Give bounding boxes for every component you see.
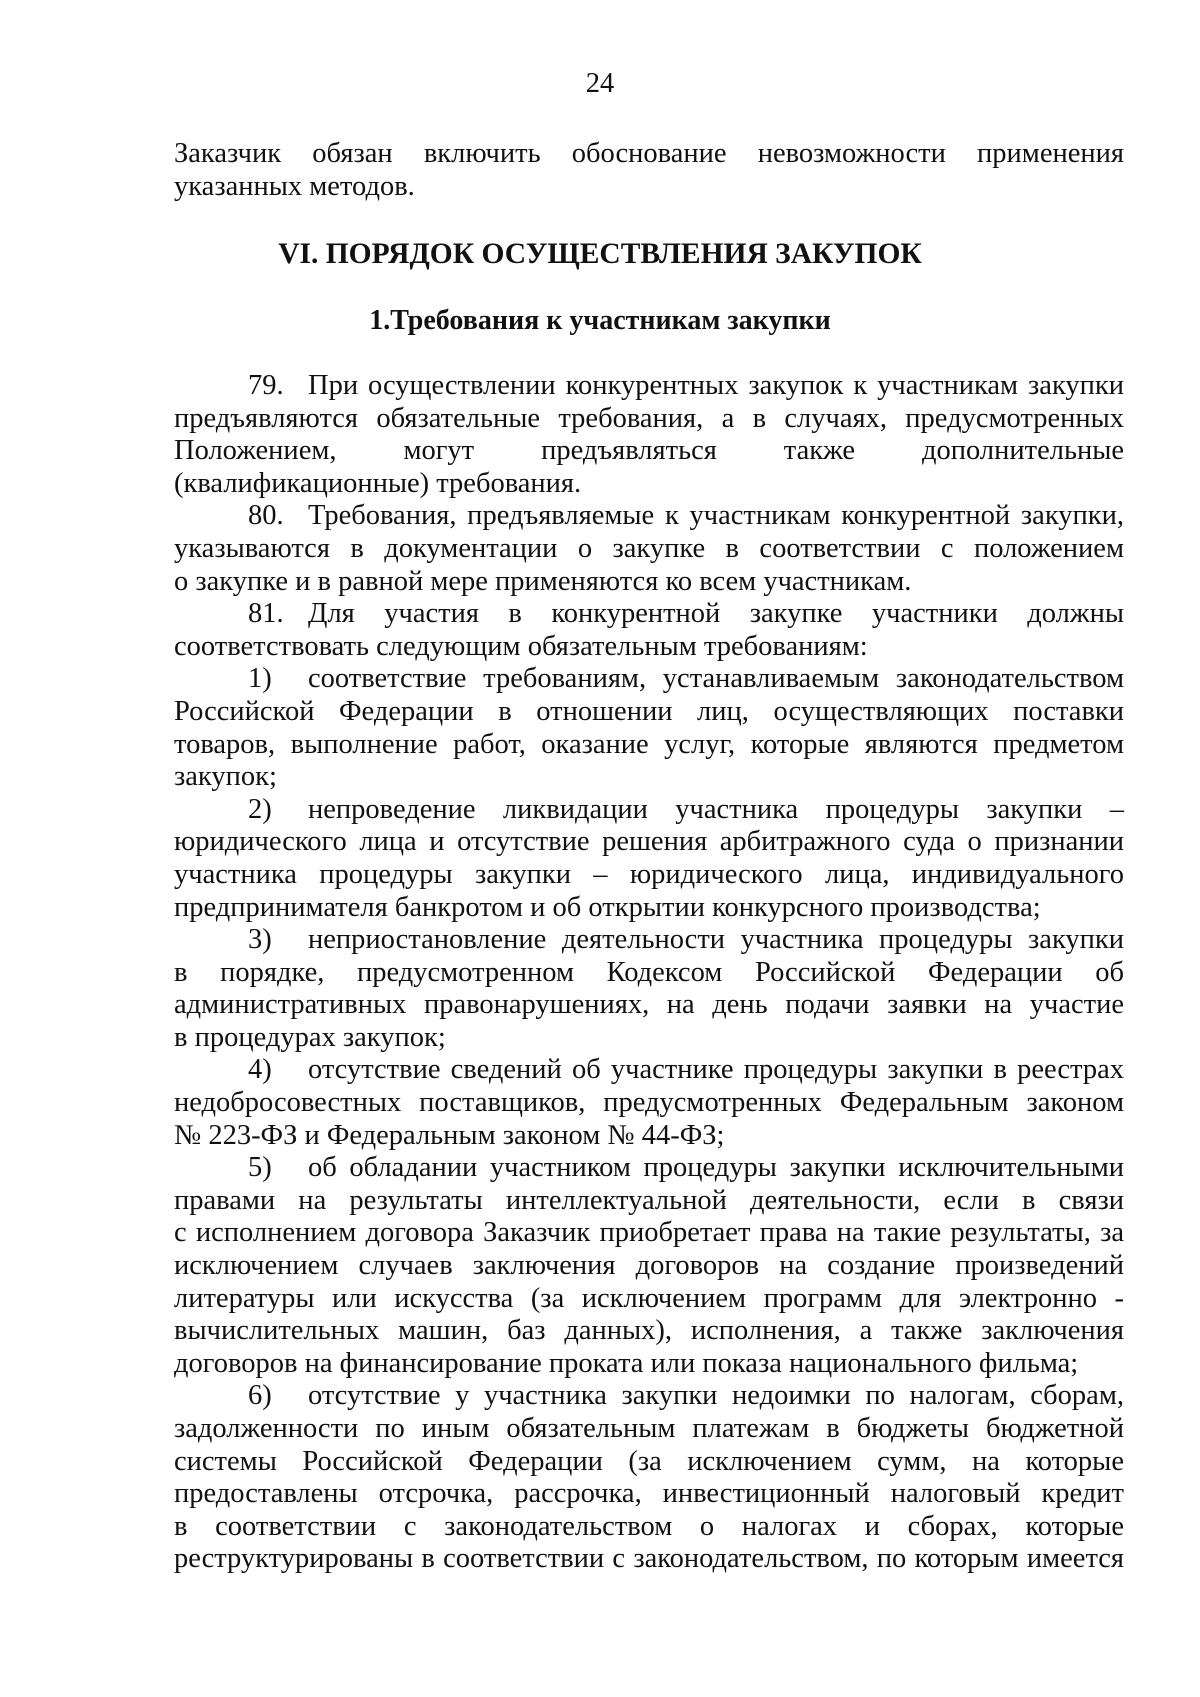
paragraph-first-line [174,663,1124,696]
numbered-paragraph [174,663,1124,793]
paragraph-line: с исполнением договора Заказчик приобретает права на такие результаты, за [174,1217,1124,1249]
paragraph-line: в процедурах закупок; [174,1021,446,1053]
intro-line: указанных методов. [174,170,415,202]
paragraph-number: 80. [248,500,284,532]
paragraph-line: товаров, выполнение работ, оказание услуг, которые являются предметом [174,728,1124,760]
numbered-paragraph [174,598,1124,663]
paragraph-line: предъявляются обязательные требования, а в случаях, предусмотренных [174,402,1124,434]
paragraph-number: 5) [248,1152,272,1184]
paragraph-text: об обладании участником процедуры закупки исключительными [308,1152,1124,1184]
paragraph-line: участника процедуры закупки – юридического лица, индивидуального [174,858,1124,890]
paragraph-number: 81. [248,598,284,630]
paragraph-first-line [174,1054,1124,1087]
paragraph-first-line [174,500,1124,533]
paragraph-first-line [174,1152,1124,1185]
paragraph-line: задолженности по иным обязательным платежам в бюджеты бюджетной [174,1413,1124,1444]
paragraph-first-line [174,1380,1124,1413]
paragraph-line: системы Российской Федерации (за исключением сумм, на которые [174,1445,1124,1477]
paragraph-line: предоставлены отсрочка, рассрочка, инвестиционный налоговый кредит [174,1478,1124,1510]
numbered-paragraph [174,924,1124,1054]
paragraph-number: 79. [248,370,284,401]
paragraph-line: Российской Федерации в отношении лиц, осуществляющих поставки [174,695,1124,727]
paragraph-text: отсутствие сведений об участнике процедуры закупки в реестрах [308,1054,1124,1086]
paragraph-first-line [174,794,1124,827]
paragraph-text: непроведение ликвидации участника процедуры закупки – [308,793,1124,825]
paragraph-number: 1) [248,663,272,695]
paragraph-line: (квалификационные) требования. [174,467,582,499]
subsection-title: 1.Требования к участникам закупки [369,305,831,336]
paragraph-text: неприостановление деятельности участника процедуры закупки [308,924,1124,956]
section-title: VI. ПОРЯДОК ОСУЩЕСТВЛЕНИЯ ЗАКУПОК [278,238,922,270]
paragraph-line: административных правонарушениях, на день подачи заявки на участие [174,989,1124,1021]
numbered-paragraph [174,794,1124,924]
paragraph-line: правами на результаты интеллектуальной деятельности, если в связи [174,1184,1124,1216]
paragraph-text: отсутствие у участника закупки недоимки по налогам, сборам, [308,1380,1124,1412]
paragraph-line: предпринимателя банкротом и об открытии конкурсного производства; [174,891,1041,923]
intro-line: Заказчик обязан включить обоснование невозможности применения [174,138,1124,169]
numbered-paragraph [174,370,1124,500]
paragraph-line: Положением, могут предъявляться также дополнительные [174,435,1124,467]
paragraph-line: исключением случаев заключения договоров на создание произведений [174,1250,1124,1282]
intro-paragraph [174,138,1124,203]
paragraph-line: о закупке и в равной мере применяются ко всем участникам. [174,565,912,597]
paragraph-line: договоров на финансирование проката или показа национального фильма; [174,1347,1079,1379]
paragraph-first-line [174,370,1124,403]
requirements-body [174,370,1124,1576]
paragraph-first-line [174,924,1124,957]
paragraph-line: реструктурированы в соответствии с законодательством, по которым имеется [174,1543,1124,1575]
page-number: 24 [585,68,615,99]
numbered-paragraph [174,1152,1124,1380]
paragraph-text: Требования, предъявляемые к участникам конкурентной закупки, [308,500,1124,532]
paragraph-text: соответствие требованиям, устанавливаемым законодательством [308,663,1124,695]
paragraph-line: указываются в документации о закупке в соответствии с положением [174,532,1124,564]
paragraph-text: При осуществлении конкурентных закупок к участникам закупки [308,370,1124,401]
paragraph-number: 3) [248,924,272,956]
paragraph-line: соответствовать следующим обязательным требованиям: [174,630,868,662]
numbered-paragraph [174,1380,1124,1576]
paragraph-text: Для участия в конкурентной закупке участники должны [308,598,1124,630]
paragraph-number: 6) [248,1380,272,1412]
paragraph-line: вычислительных машин, баз данных), исполнения, а также заключения [174,1315,1124,1347]
numbered-paragraph [174,1054,1124,1152]
paragraph-line: юридического лица и отсутствие решения арбитражного суда о признании [174,826,1124,858]
paragraph-line: № 223-ФЗ и Федеральным законом № 44-ФЗ; [174,1119,725,1151]
paragraph-line: закупок; [174,761,277,793]
paragraph-number: 4) [248,1054,272,1086]
paragraph-line: в порядке, предусмотренном Кодексом Российской Федерации об [174,956,1124,988]
paragraph-line: в соответствии с законодательством о налогах и сборах, которые [174,1510,1124,1542]
paragraph-line: литературы или искусства (за исключением программ для электронно - [174,1282,1124,1314]
numbered-paragraph [174,500,1124,598]
paragraph-first-line [174,598,1124,631]
paragraph-line: недобросовестных поставщиков, предусмотренных Федеральным законом [174,1087,1124,1119]
paragraph-number: 2) [248,793,272,825]
